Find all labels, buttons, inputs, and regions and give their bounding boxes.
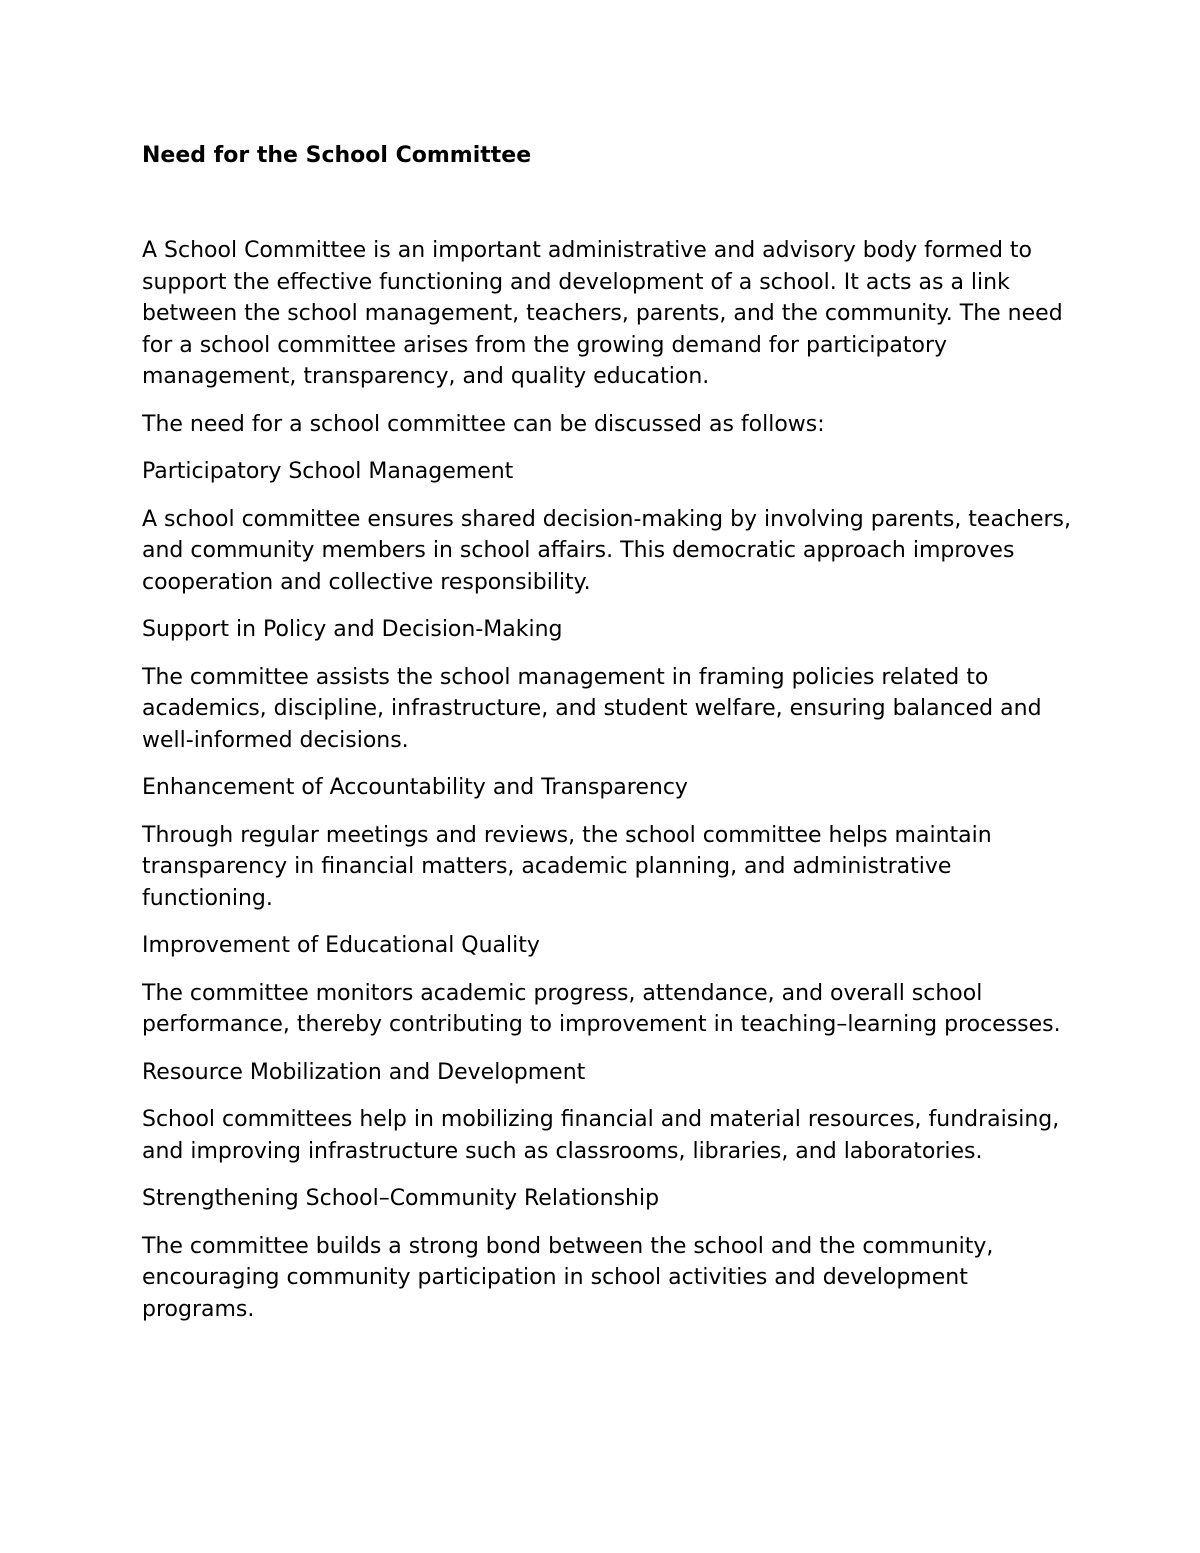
document-title: Need for the School Committee xyxy=(142,143,532,168)
document-body xyxy=(142,140,1082,1341)
section-heading-resource-mobilization: Resource Mobilization and Development xyxy=(142,1059,586,1085)
section-body-policy-support: The committee assists the school management in framing policies related to academics, discipline, infrastructure, and student welfare, ensuring balanced and well-informed decisions. xyxy=(142,664,1042,753)
section-body-accountability: Through regular meetings and reviews, the school committee helps maintain transparency in financial matters, academic planning, and administrative functioning. xyxy=(142,822,992,911)
intro-paragraph: A School Committee is an important administrative and advisory body formed to support the effective functioning and development of a school. It acts as a link between the school management, teachers, parents, and the community. The need for a school committee arises from the growing demand for participatory management, transparency, and quality education. xyxy=(142,238,1063,389)
section-body-community-relationship: The committee builds a strong bond between the school and the community, encouraging community participation in school activities and development programs. xyxy=(142,1233,994,1322)
section-heading-accountability: Enhancement of Accountability and Transparency xyxy=(142,775,688,800)
lead-in-paragraph: The need for a school committee can be discussed as follows: xyxy=(142,411,825,437)
section-heading-community-relationship: Strengthening School–Community Relationship xyxy=(142,1186,660,1211)
section-body-educational-quality: The committee monitors academic progress, attendance, and overall school performance, thereby contributing to improvement in teaching–learning processes. xyxy=(142,980,1061,1037)
section-heading-policy-support: Support in Policy and Decision-Making xyxy=(142,617,563,642)
section-heading-participatory-management: Participatory School Management xyxy=(142,459,514,484)
section-heading-educational-quality: Improvement of Educational Quality xyxy=(142,933,540,958)
section-body-resource-mobilization: School committees help in mobilizing financial and material resources, fundraising, and improving infrastructure such as classrooms, libraries, and laboratories. xyxy=(142,1107,1060,1164)
section-body-participatory-management: A school committee ensures shared decision-making by involving parents, teachers, and community members in school affairs. This democratic approach improves cooperation and collective responsibility. xyxy=(142,506,1072,595)
